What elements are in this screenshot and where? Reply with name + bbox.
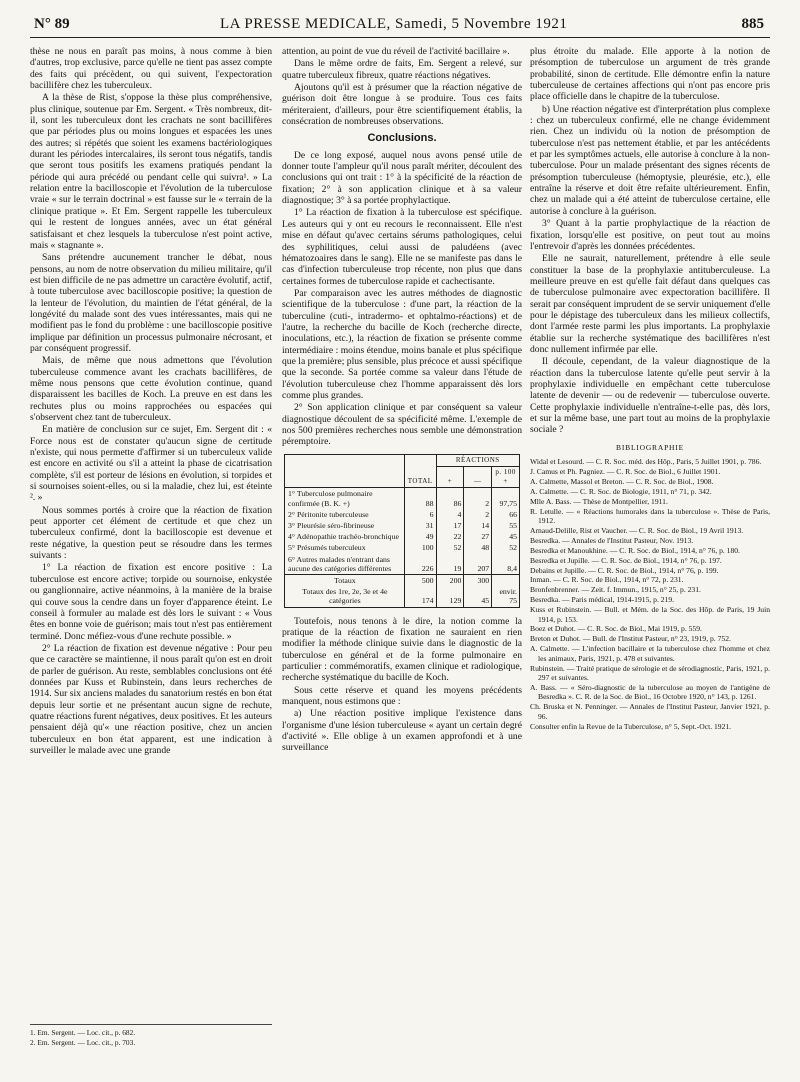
journal-title: LA PRESSE MEDICALE, Samedi, 5 Novembre 1921	[220, 16, 568, 32]
row-total: 6	[404, 509, 436, 520]
paragraph: Sans prétendre aucunement trancher le débat, nous pensons, au nom de notre observation du milieu militaire, qu'il est bien difficile de ne pas admettre un caractère évolutif, actif, à toute tuberculose avec bacilloscopie positive; la question de la lenteur de l'évolution, du maintien de l'état général, de la longévité du malade sont des vues intéressantes, mais qui ne modifient pas le fond du problème : une bacilloscopie positive implique par définition un processus pulmonaire nécrosant, et par conséquent progressif.	[30, 252, 272, 354]
bib-entry: Besredka et Jupille. — C. R. Soc. de Biol., 1914, n° 76, p. 197.	[530, 555, 722, 565]
paragraph: 2° La réaction de fixation est devenue négative : Pour peu que ce caractère se maintienne, il nous paraît qu'on est en droit de parler de guérison. Au reste, semblables conclusions ont été données par Kuss et Rubinstein, dans leurs recherches de 1914. Sur six anciens malades du sanatorium restés en bon état depuis leur sortie et ne présentant aucun signe de rechute, quatre réactions furent négatives, deux positives. Et les auteurs pensaient déjà qu'« une réaction positive, chez un ancien tuberculeux en bon état apparent, est une indication à surveiller le malade avec une grande	[30, 642, 272, 756]
table-header-pct: p. 100 +	[492, 466, 520, 487]
totals-minus: 300	[464, 574, 492, 586]
section-title: Conclusions.	[367, 132, 437, 145]
bib-entry: Debains et Jupille. — C. R. Soc. de Biol., 1914, n° 76, p. 199.	[530, 565, 719, 575]
row-total: 49	[404, 531, 436, 542]
bib-entry: A. Calmette. — L'infection bacillaire et la tuberculose chez l'homme et chez les animaux, Paris, 1921, p. 478 et suivantes.	[530, 644, 770, 663]
paragraph: Il découle, cependant, de la valeur diagnostique de la réaction dans la tuberculose latente qu'elle peut servir à la prophylaxie individuelle en empêchant cette tuberculose latente de devenir — ou de redevenir — tuberculose ouverte. Cette prophylaxie individuelle n'entraîne-t-elle pas, dès lors, et sur la même base, une part tout au moins de la prophylaxie sociale ?	[530, 356, 770, 436]
bib-entry: A. Calmette, Massol et Breton. — C. R. Soc. de Biol., 1908.	[530, 476, 714, 486]
row-pct: 66	[492, 509, 520, 520]
row-plus: 4	[436, 509, 464, 520]
row-total: 226	[404, 554, 436, 575]
paragraph: attention, au point de vue du réveil de l'activité bacillaire ».	[282, 46, 510, 57]
table-header-blank	[285, 454, 405, 488]
table-header-reactions: RÉACTIONS	[436, 454, 519, 466]
bib-entry: Besredka. — Annales de l'Institut Pasteur, Nov. 1913.	[530, 535, 694, 545]
paragraph: A la thèse de Rist, s'oppose la thèse plus compréhensive, plus clinique, soutenue par Em. Sergent. « Très nombreux, dit-il, sont les tuberculeux dont les crachats ne sont bacillifères que par périodes plus ou moins longues et espacées les unes des autres; si répétés que soient les examens bactériologiques durant les périodes intercalaires, ils seront tous négatifs, tandis que seront tous positifs les examens pratiqués pendant la période qui aura précédé ou pendant celle qui suivra¹. » La relation entre la bacilloscopie et l'évolution de la tuberculose vraie « sur le terrain doctrinal » est fausse sur le « terrain de la clinique pratique ». Et Em. Sergent rappelle les tuberculeux qui le restent de longues années, avec un état général satisfaisant et chez lesquels la tuberculose n'est point active, mais « stagnante ».	[30, 92, 272, 251]
row-pct: 45	[492, 531, 520, 542]
paragraph: Par comparaison avec les autres méthodes de diagnostic scientifique de la tuberculose : d'une part, la réaction de la tuberculine (cuti-, intradermo- et ophtalmo-réactions) et de l'autre, la recherche du bacille de Koch (recherche directe, inoculations, etc.), la réaction de fixation se présente comme intermédiaire : moins étendue, moins banale et plus spécifique que la première; plus sensible, plus précoce et aussi spécifique que la seconde. Sa portée comme sa valeur dans l'étude de l'évolution tuberculeuse chez l'homme apparaissent dès lors comme plus grandes.	[282, 287, 522, 401]
row-plus: 22	[436, 531, 464, 542]
bib-entry: Inman. — C. R. Soc. de Biol., 1914, n° 72, p. 231.	[530, 575, 684, 585]
paragraph: 1° La réaction de fixation à la tuberculose est spécifique. Les auteurs qui y ont eu recours le reconnaissent. Elle n'est mise en défaut qu'avec certains sérums pathologiques, celui des syphilitiques, celui aussi de paludéens (avec hématozoaires dans le sang). Elle ne se manifeste pas dans le cas d'infection tuberculeuse trop récente, non plus que dans certaines formes de tuberculose rapide et cachectisante.	[282, 207, 522, 287]
table-header-plus: +	[436, 466, 464, 487]
row-minus: 48	[464, 542, 492, 553]
totals-total: 500	[404, 574, 436, 586]
paragraph: b) Une réaction négative est d'interprétation plus complexe : chez un tuberculeux confirmé, elle ne change évidemment rien. Chez un individu où la notion de présomption de tuberculose n'est pas nettement établie, et par les antécédents et par les symptômes actuels, elle autorise à conclure à la non-tuberculose. Pour un malade présentant des signes récents de présomption tuberculeuse (hémoptysie, pleurésie, etc.), elle entraîne la réserve et doit être refaite ultérieurement. Enfin, chez un malade qui a été atteint de tuberculose certaine, elle autorise à conclure à la guérison.	[530, 103, 770, 217]
bib-entry: Besredka et Manoukhine. — C. R. Soc. de Biol., 1914, n° 76, p. 180.	[530, 545, 740, 555]
totals-cat-minus: 45	[464, 586, 492, 607]
totals-label: Totaux	[285, 574, 405, 586]
bibliography	[530, 457, 770, 731]
table-row	[285, 509, 520, 520]
issue-number: N° 89	[34, 16, 70, 32]
row-plus: 17	[436, 520, 464, 531]
bib-entry: Rubinstein. — Traité pratique de sérologie et de sérodiagnostic, Paris, 1921, p. 297 et suivantes.	[530, 663, 770, 682]
paragraph: Dans le même ordre de faits, Em. Sergent a relevé, sur quatre tuberculeux fibreux, quatre réactions négatives.	[282, 58, 522, 81]
table-row	[285, 488, 520, 509]
bib-entry: Bronfenbrenner. — Zeit. f. Immun., 1915, n° 25, p. 231.	[530, 585, 701, 595]
paragraph: thèse ne nous en paraît pas moins, à nous comme à bien d'autres, trop exclusive, parce qu'elle ne tient pas assez compte des faits qui précèdent, ou qui suivent, l'expectoration bacillifère chez les tuberculeux.	[30, 46, 272, 92]
paragraph: Mais, de même que nous admettons que l'évolution tuberculeuse commence avant les crachats bacillifères, de même nous pensons que cette évolution continue, quand disparaissent les bacilles de Koch. La preuve en est dans les rechutes plus ou moins rapprochées ou espacées qui s'observent chez tant de tuberculeux.	[30, 355, 272, 423]
table-row-totals-categories	[285, 586, 520, 607]
row-plus: 19	[436, 554, 464, 575]
bib-entry: Widal et Lesourd. — C. R. Soc. méd. des Hôp., Paris, 5 Juillet 1901, p. 786.	[530, 457, 762, 467]
table-row	[285, 520, 520, 531]
row-total: 31	[404, 520, 436, 531]
totals-cat-total: 174	[404, 586, 436, 607]
totals-pct	[492, 574, 520, 586]
column-3	[530, 46, 770, 1064]
row-minus: 2	[464, 488, 492, 509]
row-minus: 2	[464, 509, 492, 520]
paragraph: 2° Son application clinique et par conséquent sa valeur diagnostique découlent de sa spécificité même. L'exemple de nos 500 premières recherches nous semble une démonstration péremptoire.	[282, 402, 522, 448]
paragraph: Elle ne saurait, naturellement, prétendre à elle seule constituer la base de la prophylaxie antituberculeuse. La meilleure preuve en est qu'elle fait défaut dans quelques cas de tuberculose pulmonaire avec expectoration bacillifère. Il serait par conséquent imprudent de se servir uniquement d'elle pour le dépistage des tuberculeux dans les milieux collectifs, dont l'armée reste parmi les plus importants. La prophylaxie établie sur la recherche systématique des bacillifères n'est donc nullement infirmée par elle.	[530, 253, 770, 355]
paragraph: Sous cette réserve et quand les moyens précédents manquent, nous estimons que :	[282, 684, 522, 707]
footnotes	[30, 1024, 272, 1048]
reactions-table	[284, 454, 520, 608]
row-label: 1° Tuberculose pulmonaire confirmée (B. K. +)	[288, 489, 373, 508]
paragraph: De ce long exposé, auquel nous avons pensé utile de donner toute l'ampleur qu'il nous paraît mériter, découlent des conclusions qui ont trait : 1° à la spécificité de la réaction de fixation; 2° à son application clinique et à sa valeur diagnostique; 3° à sa portée prophylactique.	[282, 149, 522, 207]
bib-entry: A. Bass. — « Séro-diagnostic de la tuberculose au moyen de l'antigène de Besredka ». C. R. de la Soc. de Biol., 16 Octobre 1920, n° 143, p. 1261.	[530, 682, 770, 702]
row-minus: 14	[464, 520, 492, 531]
paragraph: a) Une réaction positive implique l'existence dans l'organisme d'une lésion tuberculeuse « ayant un certain degré d'activité ». Elle oblige à un examen approfondi et à une surveillance	[282, 708, 522, 754]
column-2	[282, 46, 522, 1064]
row-label: 5° Présumés tuberculeux	[288, 543, 366, 553]
bib-entry: Mlle A. Bass. — Thèse de Montpellier, 1911.	[530, 496, 668, 506]
paragraph: Toutefois, nous tenons à le dire, la notion comme la pratique de la réaction de fixation ne sauraient en rien modifier la méthode clinique suivie dans le diagnostic de la tuberculose en général et de la forme pulmonaire en particulier : commémoratifs, examen clinique et radiologique, recherche systématique du bacille de Koch.	[282, 615, 522, 684]
row-minus: 207	[464, 554, 492, 575]
bib-entry: J. Camus et Ph. Pagniez. — C. R. Soc. de Biol., 6 Juillet 1901.	[530, 466, 721, 476]
row-label: 4° Adénopathie trachéo-bronchique	[288, 532, 399, 542]
table-row	[285, 554, 520, 575]
row-plus: 86	[436, 488, 464, 509]
row-pct: 55	[492, 520, 520, 531]
bib-entry: Boez et Duhot. — C. R. Soc. de Biol., Mai 1919, p. 559.	[530, 624, 702, 634]
table-header-minus: —	[464, 466, 492, 487]
totals-plus: 200	[436, 574, 464, 586]
paragraph: 1° La réaction de fixation est encore positive : La tuberculose est encore active; torpide ou sournoise, enkystée ou ganglionnaire, active néanmoins, à la manière de la braise qui couve sous la cendre dans un foyer d'apparence éteint. Le conseil à formuler au malade est dès lors le suivant : « Vous êtes en bonne voie de guérison; mais tout n'est pas entièrement terminé. Donc méfiez-vous d'une rechute possible. »	[30, 562, 272, 642]
row-label: 6° Autres malades n'entrant dans aucune des catégories différentes	[288, 554, 392, 573]
paragraph: Nous sommes portés à croire que la réaction de fixation peut apporter cet élément de certitude et que chez un tuberculeux confirmé, dont la bacilloscopie est devenue et reste négative, la question peut se résoudre dans les termes suivants :	[30, 504, 272, 562]
bib-entry: Besredka. — Paris médical, 1914-1915, p. 219.	[530, 595, 675, 605]
bib-entry: Breton et Duhot. — Bull. de l'Institut Pasteur, n° 23, 1919, p. 752.	[530, 634, 731, 644]
row-pct: 97,75	[492, 488, 520, 509]
footnote: 1. Em. Sergent. — Loc. cit., p. 682.	[30, 1028, 136, 1037]
bib-entry: Arnaud-Delille, Rist et Vaucher. — C. R. Soc. de Biol., 19 Avril 1913.	[530, 525, 744, 535]
row-label: 3° Pleurésie séro-fibrineuse	[288, 520, 375, 530]
totals-cat-label: Totaux des 1re, 2e, 3e et 4e catégories	[302, 587, 388, 606]
totals-cat-plus: 129	[436, 586, 464, 607]
table-row	[285, 542, 520, 553]
row-pct: 8,4	[492, 554, 520, 575]
page-header	[30, 14, 770, 38]
row-total: 100	[404, 542, 436, 553]
paragraph: Ajoutons qu'il est à présumer que la réaction négative de guérison doit être longue à se produire. Tous ces faits mériteraient, d'ailleurs, pour être scientifiquement établis, la consécration de nombreuses observations.	[282, 82, 522, 128]
row-pct: 52	[492, 542, 520, 553]
row-plus: 52	[436, 542, 464, 553]
table-header-total: TOTAL	[404, 454, 436, 488]
bib-entry: A. Calmette. — C. R. Soc. de Biologie, 1911, n° 71, p. 342.	[530, 486, 712, 496]
bibliography-title: BIBLIOGRAPHIE	[616, 442, 684, 452]
paragraph: En matière de conclusion sur ce sujet, Em. Sergent dit : « Force nous est de constater qu'aucun signe de certitude n'existe, qui nous permette d'affirmer si un tuberculeux valide est encore en activité ou s'il a atteint la phase de cicatrisation complète, s'il est porteur de lésions en évolution, si torpides et si sournoises soient-elles, ou si la maladie, chez lui, est éteinte ². »	[30, 424, 272, 504]
bib-entry: Kuss et Rubinstein. — Bull. et Mém. de la Soc. des Hôp. de Paris, 19 Juin 1914, p. 153.	[530, 605, 770, 624]
column-1	[30, 46, 272, 1064]
row-label: 2° Péritonite tuberculeuse	[288, 509, 369, 519]
bib-entry: Ch. Bruska et N. Penninger. — Annales de l'Institut Pasteur, Janvier 1921, p. 96.	[530, 702, 770, 721]
table-row-totals	[285, 574, 520, 586]
bib-entry: Consulter enfin la Revue de la Tuberculose, n° 5, Sept.-Oct. 1921.	[530, 721, 732, 731]
row-minus: 27	[464, 531, 492, 542]
page-number: 885	[741, 16, 764, 32]
row-total: 88	[404, 488, 436, 509]
totals-cat-pct: envir. 75	[492, 586, 520, 607]
table-row	[285, 531, 520, 542]
paragraph: plus étroite du malade. Elle apporte à la notion de présomption de tuberculose un argument de très grande probabilité, sinon de certitude. Elle démontre enfin la nature tuberculeuse de certaines affections qui n'ont pas encore pris place officielle dans le chapitre de la tuberculose.	[530, 46, 770, 103]
bib-entry: R. Letulle. — « Réactions humorales dans la tuberculose ». Thèse de Paris, 1912.	[530, 506, 770, 525]
paragraph: 3° Quant à la partie prophylactique de la réaction de fixation, lorsqu'elle est positive, on peut tout au moins l'entrevoir d'après les données précédentes.	[530, 218, 770, 252]
footnote: 2. Em. Sergent. — Loc. cit., p. 703.	[30, 1038, 136, 1047]
